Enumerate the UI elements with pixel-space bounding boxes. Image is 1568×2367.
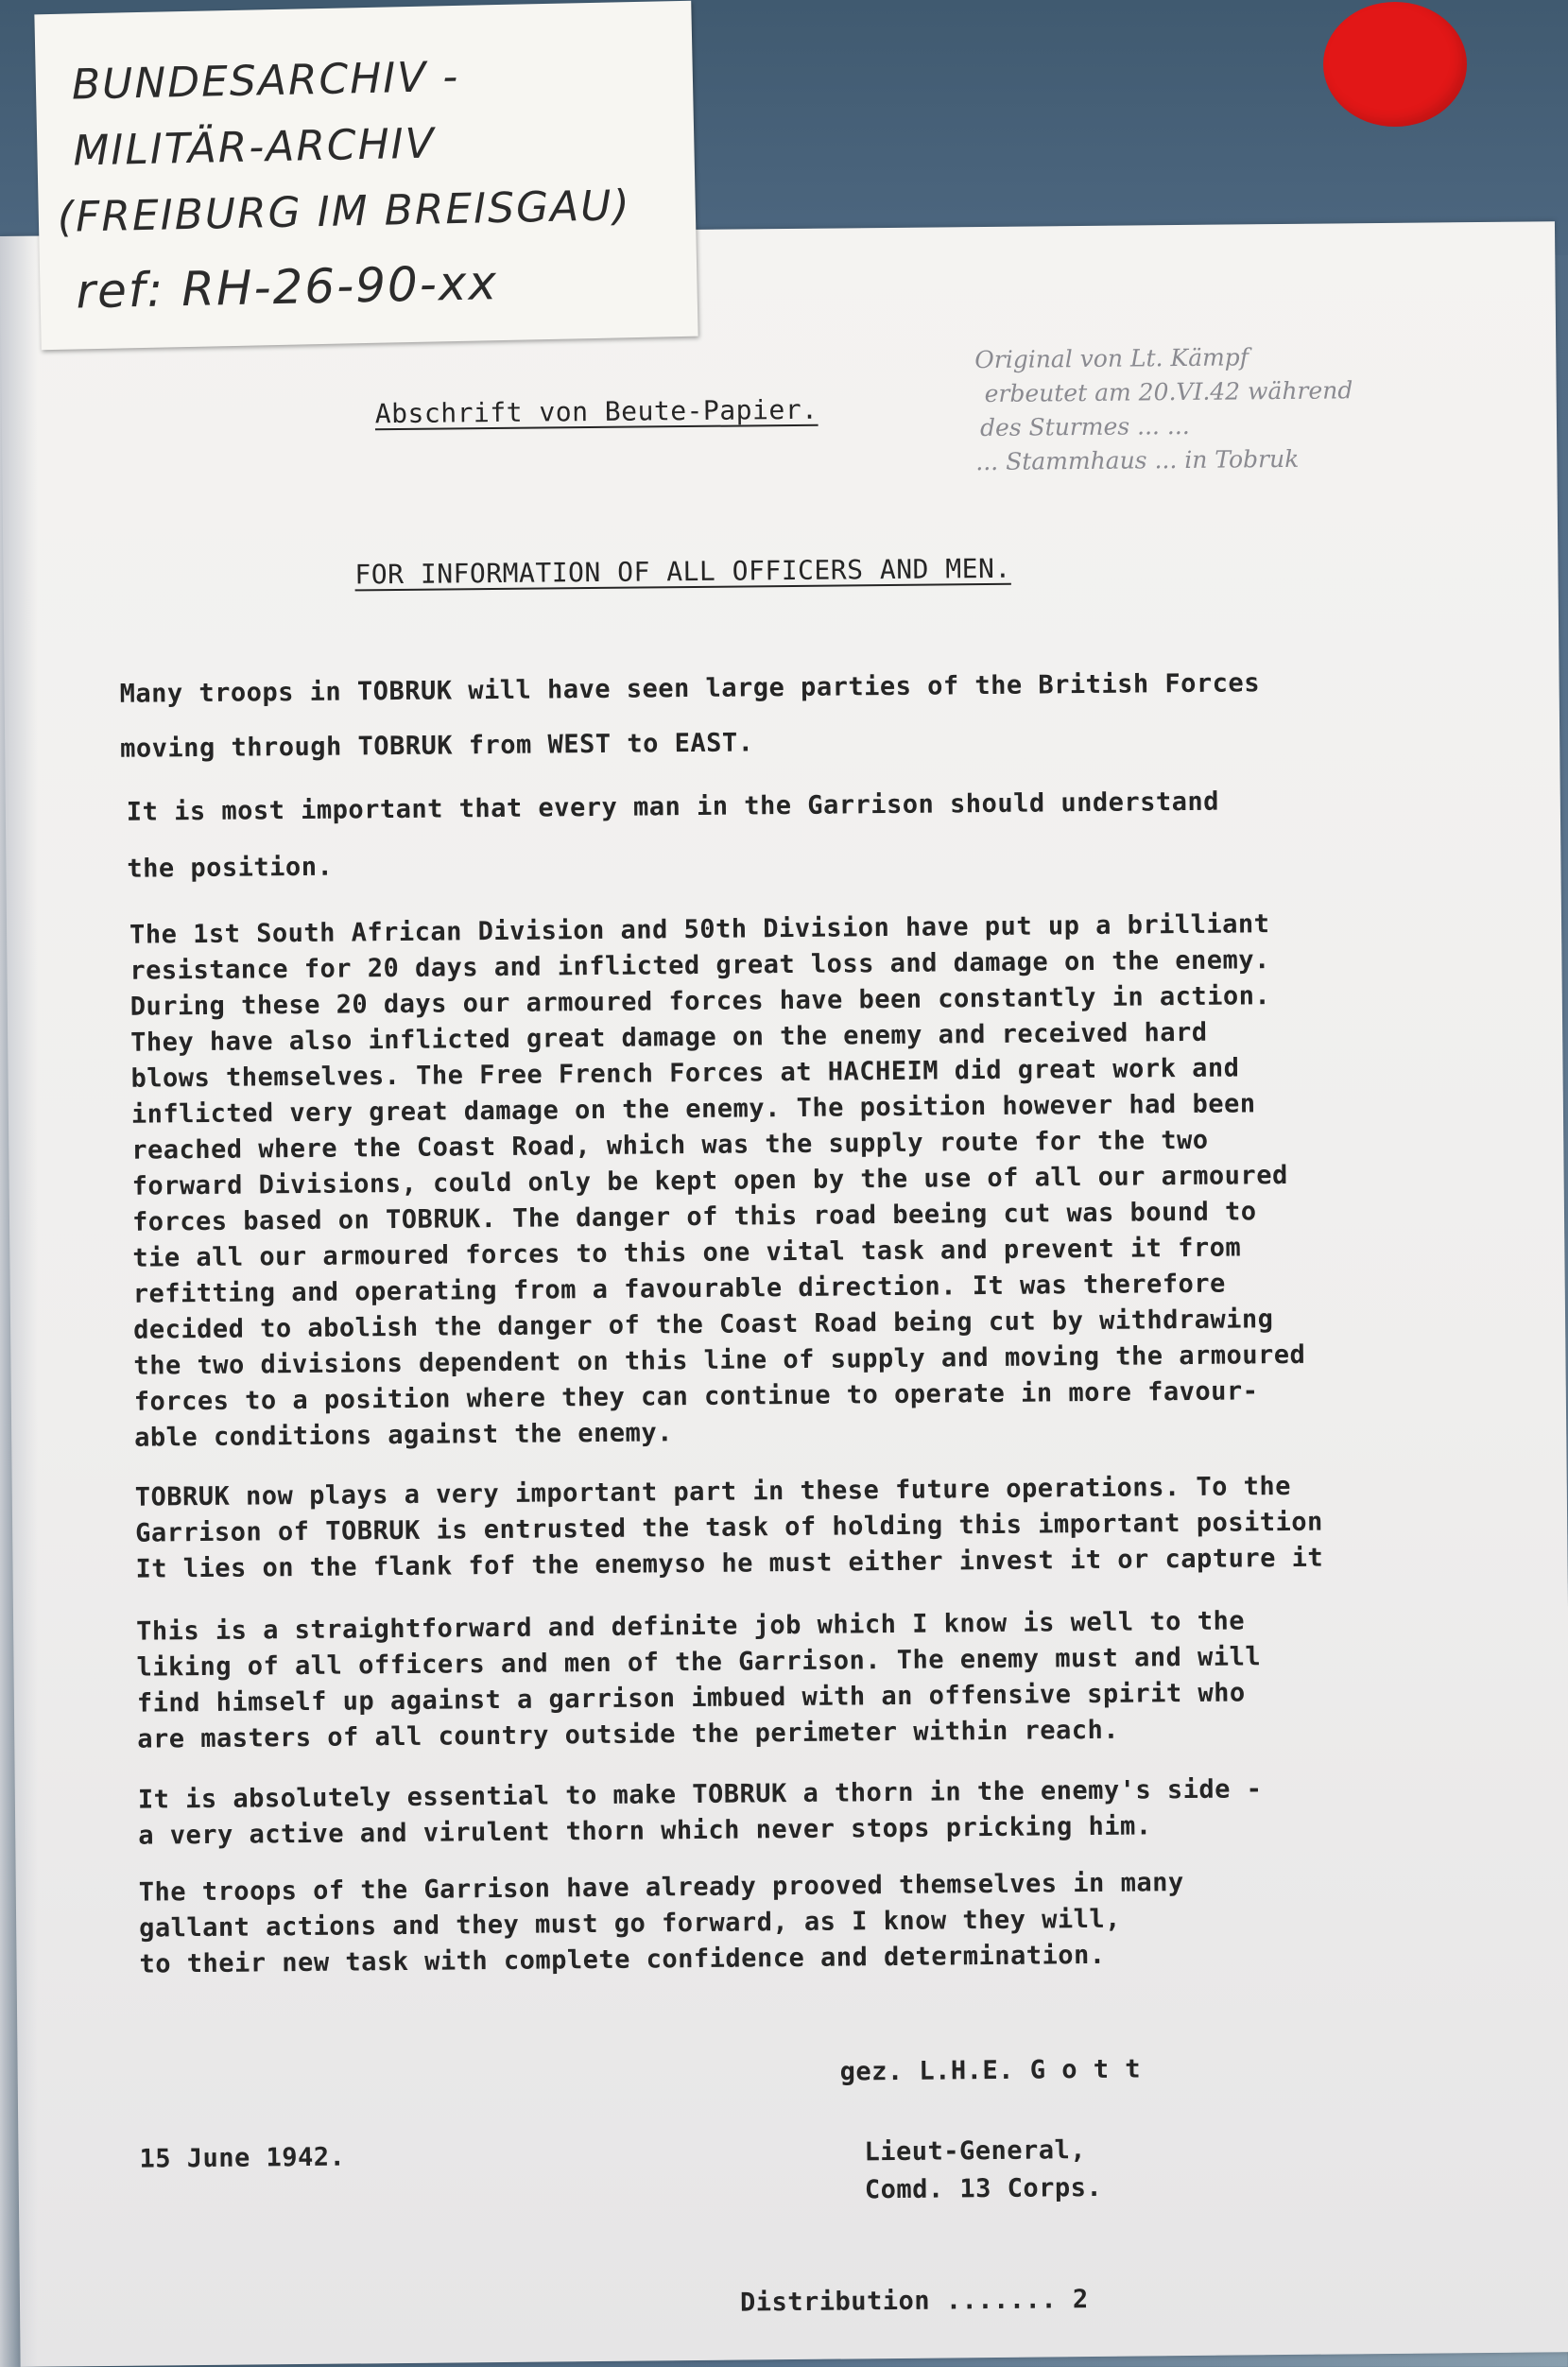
body-line: The troops of the Garrison have already prooved themselves in many (138, 1868, 1184, 1908)
plastic-sleeve-edge (0, 236, 38, 2367)
body-line: Garrison of TOBRUK is entrusted the task of holding this important position (135, 1507, 1323, 1548)
signature-line: gez. L.H.E. G o t t (839, 2054, 1142, 2087)
body-line: resistance for 20 days and inflicted great loss and damage on the enemy. (129, 945, 1270, 986)
archive-card-line: BUNDESARCHIV - (71, 52, 460, 110)
body-line: gallant actions and they must go forward, as I know they will, (139, 1904, 1122, 1944)
body-line: It lies on the flank fof the enemyso he must either invest it or capture it (135, 1543, 1324, 1584)
body-line: During these 20 days our armoured forces have been constantly in action. (129, 981, 1271, 1022)
pencil-line: ... Stammhaus ... in Tobruk (975, 444, 1300, 476)
body-line: able conditions against the enemy. (134, 1418, 674, 1453)
body-line: forward Divisions, could only be kept open by the use of all our armoured (131, 1160, 1288, 1201)
archive-card-line: ref: RH-26-90-xx (75, 255, 499, 320)
body-line: decided to abolish the danger of the Coast Road being cut by withdrawing (132, 1304, 1274, 1345)
document-page (0, 221, 1568, 2367)
body-line: the two divisions dependent on this line of supply and moving the armoured (133, 1339, 1306, 1381)
body-line: TOBRUK now plays a very important part in these future operations. To the (134, 1471, 1292, 1512)
body-line: They have also inflicted great damage on the enemy and received hard (130, 1017, 1208, 1058)
body-line: liking of all officers and men of the Garrison. The enemy must and will (136, 1642, 1262, 1683)
body-line: Many troops in TOBRUK will have seen large parties of the British Forces (119, 668, 1261, 709)
body-line: inflicted very great damage on the enemy. The position however had been (130, 1089, 1256, 1130)
body-line: forces based on TOBRUK. The danger of this road beeing cut was bound to (131, 1197, 1257, 1237)
body-line: It is most important that every man in the Garrison should understand (126, 786, 1220, 827)
pencil-line: des Sturmes ... ... (979, 411, 1190, 442)
document-subheading: FOR INFORMATION OF ALL OFFICERS AND MEN. (354, 552, 1011, 591)
archive-card-line: (FREIBURG IM BREISGAU) (57, 181, 632, 242)
body-line: It is absolutely essential to make TOBRUK a thorn in the enemy's side - (137, 1774, 1263, 1815)
pencil-line: erbeutet am 20.VI.42 während (984, 376, 1353, 408)
body-line: The 1st South African Division and 50th Division have put up a brilliant (129, 909, 1270, 950)
archive-reference-card (34, 1, 698, 350)
body-line: forces to a position where they can continue to operate in more favour- (133, 1376, 1259, 1417)
body-line: tie all our armoured forces to this one vital task and prevent it from (132, 1233, 1242, 1273)
body-line: reached where the Coast Road, which was the supply route for the two (131, 1125, 1209, 1166)
body-line: moving through TOBRUK from WEST to EAST. (120, 728, 754, 764)
body-line: refitting and operating from a favourable direction. It was therefore (132, 1269, 1226, 1309)
body-line: to their new task with complete confidence and determination. (139, 1940, 1106, 1979)
body-line: blows themselves. The Free French Forces at HACHEIM did great work and (130, 1053, 1240, 1094)
distribution-line: Distribution ....... 2 (739, 2285, 1089, 2318)
body-line: This is a straightforward and definite job which I know is well to the (136, 1606, 1246, 1647)
body-line: a very active and virulent thorn which never stops pricking him. (138, 1811, 1152, 1851)
body-line: are masters of all country outside the perimeter within reach. (137, 1715, 1120, 1754)
red-sticker-dot (1323, 2, 1467, 127)
document-date: 15 June 1942. (139, 2142, 346, 2174)
signer-command: Comd. 13 Corps. (864, 2172, 1103, 2205)
body-line: the position. (127, 852, 334, 884)
signer-rank: Lieut-General, (864, 2135, 1087, 2168)
pencil-line: Original von Lt. Kämpf (974, 343, 1249, 374)
body-line: find himself up against a garrison imbued with an offensive spirit who (136, 1678, 1246, 1719)
document-heading: Abschrift von Beute-Papier. (374, 393, 818, 430)
archive-card-line: MILITÄR-ARCHIV (72, 119, 437, 176)
